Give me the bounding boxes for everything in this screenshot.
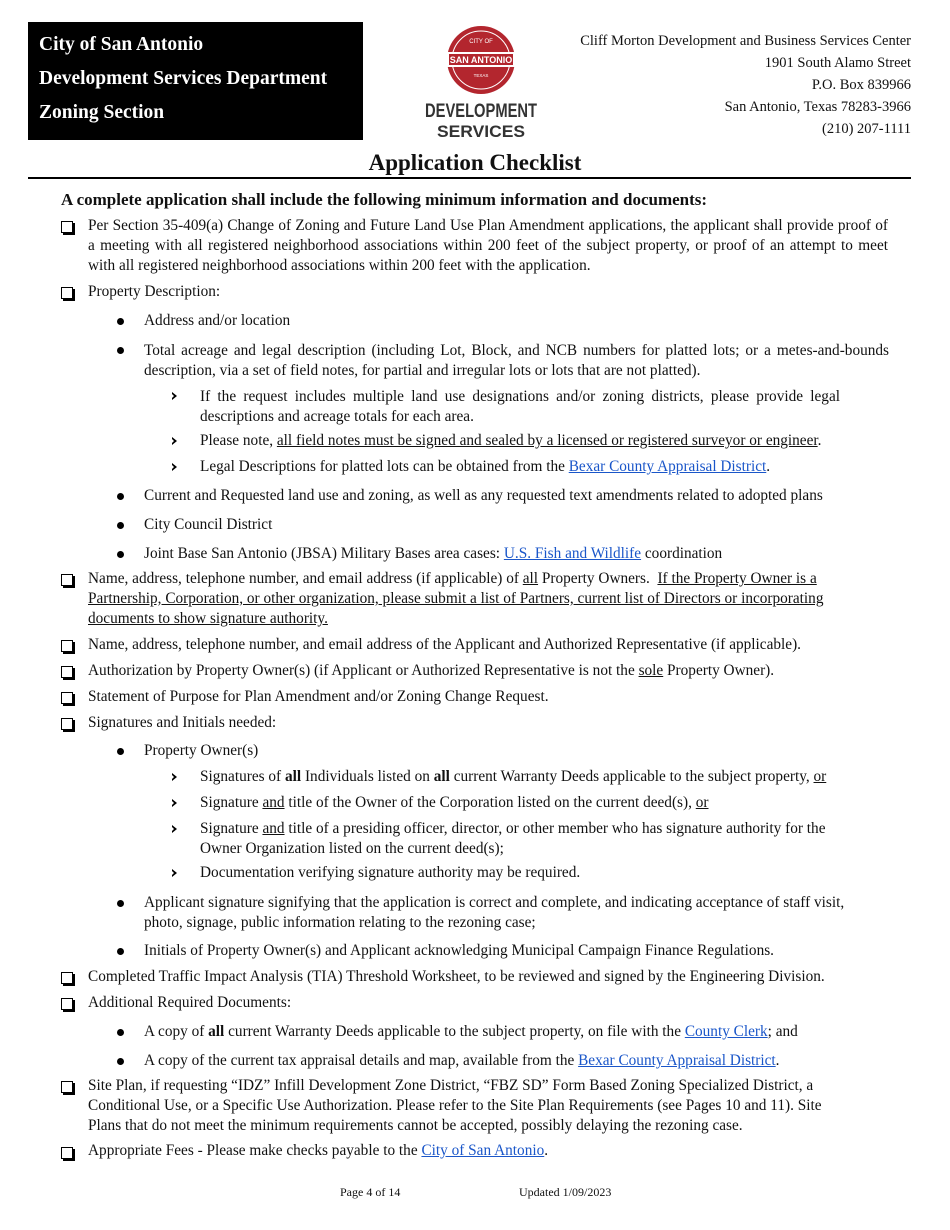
corp-text-a: Signature bbox=[200, 794, 263, 811]
sig-text-e: current Warranty Deeds applicable to the subject property, bbox=[449, 768, 814, 785]
item-applicant-signature-2: photo, signage, public information relating to the rezoning case; bbox=[144, 914, 536, 931]
address-center: Cliff Morton Development and Business Services Center bbox=[580, 33, 911, 49]
header-department: Development Services Department bbox=[39, 68, 328, 89]
bcad-link-2[interactable]: Bexar County Appraisal District bbox=[578, 1052, 776, 1069]
sig-all-bold-2: all bbox=[433, 768, 450, 785]
officer-and: and bbox=[262, 820, 285, 837]
logo-services: SERVICES bbox=[437, 122, 525, 141]
item-multiple-designations: If the request includes multiple land use designations and/or zoning districts, please provide legal descriptions and acreage totals for each area. bbox=[200, 388, 840, 425]
checkbox-icon[interactable] bbox=[61, 692, 73, 704]
item-owners-line1 bbox=[88, 570, 817, 588]
item-site-plan-1: Site Plan, if requesting “IDZ” Infill Development Zone District, “FBZ SD” Form Based Zoning Specialized District, a bbox=[88, 1077, 814, 1094]
corp-or: or bbox=[695, 794, 709, 811]
header-department-box bbox=[28, 22, 363, 140]
item-site-plan-3: Plans that do not meet the minimum requirements cannot be accepted, possibly delaying the rezoning case. bbox=[88, 1117, 743, 1134]
field-notes-underlined: all field notes must be signed and sealed by a licensed or registered surveyor or engineer bbox=[276, 432, 818, 449]
jbsa-prefix: Joint Base San Antonio (JBSA) Military Bases area cases: bbox=[144, 545, 504, 562]
officer-text-b: title of a presiding officer, director, or other member who has signature authority for the bbox=[284, 820, 826, 837]
header-section: Zoning Section bbox=[39, 102, 165, 123]
checkbox-icon[interactable] bbox=[61, 718, 73, 730]
bcad-link[interactable]: Bexar County Appraisal District bbox=[568, 458, 767, 475]
item-statement-purpose: Statement of Purpose for Plan Amendment and/or Zoning Change Request. bbox=[88, 688, 549, 705]
field-notes-suffix: . bbox=[817, 432, 822, 449]
arrow-bullet-icon bbox=[172, 773, 177, 781]
page-title: Application Checklist bbox=[368, 150, 582, 175]
corp-and: and bbox=[262, 794, 285, 811]
bullet-icon bbox=[117, 900, 124, 907]
address-street: 1901 South Alamo Street bbox=[764, 55, 911, 71]
office-address bbox=[580, 30, 911, 140]
item-applicant-signature-1: Applicant signature signifying that the application is correct and complete, and indicating acceptance of staff visit, bbox=[144, 894, 845, 911]
arrow-bullet-icon bbox=[172, 825, 177, 833]
bullet-icon bbox=[117, 1029, 124, 1036]
item-signatures: Signatures and Initials needed: bbox=[88, 714, 277, 731]
deeds-text-d: ; and bbox=[767, 1023, 798, 1040]
logo-texas: TEXAS bbox=[473, 73, 489, 78]
jbsa-suffix: coordination bbox=[641, 545, 723, 562]
auth-prefix: Authorization by Property Owner(s) (if Applicant or Authorized Representative is not the bbox=[88, 662, 639, 679]
corp-text-b: title of the Owner of the Corporation listed on the current deed(s), bbox=[284, 794, 696, 811]
logo-city-of: CITY OF bbox=[469, 39, 493, 45]
item-fees bbox=[88, 1142, 548, 1160]
item-site-plan-2: Conditional Use, or a Specific Use Authorization. Please refer to the Site Plan Requirements (see Pages 10 and 11). Site bbox=[88, 1097, 822, 1114]
bullet-icon bbox=[117, 493, 124, 500]
item-land-use-zoning: Current and Requested land use and zoning, as well as any requested text amendments related to adopted plans bbox=[144, 487, 823, 504]
item-initials: Initials of Property Owner(s) and Applicant acknowledging Municipal Campaign Finance Regulations. bbox=[144, 942, 775, 959]
item-warranty-deeds bbox=[144, 1023, 798, 1041]
item-owners-line3: documents to show signature authority. bbox=[88, 610, 328, 627]
logo-development: DEVELOPMENT bbox=[425, 101, 538, 122]
address-po-box: P.O. Box 839966 bbox=[811, 77, 911, 93]
intro-heading: A complete application shall include the following minimum information and documents: bbox=[61, 190, 708, 209]
page-number: Page 4 of 14 bbox=[340, 1185, 401, 1199]
auth-sole: sole bbox=[638, 662, 664, 679]
auth-suffix: Property Owner). bbox=[663, 662, 775, 679]
fees-suffix: . bbox=[544, 1142, 549, 1159]
checkbox-icon[interactable] bbox=[61, 287, 73, 299]
legal-desc-prefix: Legal Descriptions for platted lots can be obtained from the bbox=[200, 458, 569, 475]
item-sig-officer-line1 bbox=[200, 820, 825, 838]
checkbox-icon[interactable] bbox=[61, 221, 73, 233]
item-tia-worksheet: Completed Traffic Impact Analysis (TIA) Threshold Worksheet, to be reviewed and signed by the Engineering Division. bbox=[88, 968, 825, 985]
sig-all-bold-1: all bbox=[284, 768, 302, 785]
city-sa-link[interactable]: City of San Antonio bbox=[421, 1142, 545, 1159]
item-additional-docs: Additional Required Documents: bbox=[88, 994, 292, 1011]
arrow-bullet-icon bbox=[172, 869, 177, 877]
owners-partnership-a: If the Property Owner is a bbox=[657, 570, 817, 587]
arrow-bullet-icon bbox=[172, 392, 177, 400]
updated-date: Updated 1/09/2023 bbox=[519, 1185, 612, 1199]
sig-text-c: Individuals listed on bbox=[301, 768, 434, 785]
checkbox-icon[interactable] bbox=[61, 640, 73, 652]
item-sig-all-individuals bbox=[200, 768, 826, 786]
tax-text-a: A copy of the current tax appraisal details and map, available from the bbox=[144, 1052, 579, 1069]
item-neighborhood-meeting: Per Section 35-409(a) Change of Zoning and Future Land Use Plan Amendment applications, the applicant shall provide proof of a meeting with all registered neighborhood associations within 200 feet of the subject property, or proof of an attempt to meet with all registered neighborhood associations within 200 feet with the application. bbox=[88, 217, 888, 274]
fees-prefix: Appropriate Fees - Please make checks payable to the bbox=[88, 1142, 422, 1159]
owners-all: all bbox=[522, 570, 539, 587]
item-property-owners: Property Owner(s) bbox=[144, 742, 259, 759]
logo-san-antonio: SAN ANTONIO bbox=[449, 55, 513, 65]
item-address-location: Address and/or location bbox=[144, 312, 291, 329]
item-acreage-legal: Total acreage and legal description (including Lot, Block, and NCB numbers for platted lots; or a metes-and-bounds description, via a set of field notes, for partial and irregular lots or lots that are not platted). bbox=[144, 342, 889, 379]
owners-prefix: Name, address, telephone number, and email address (if applicable) of bbox=[88, 570, 523, 587]
item-applicant-contact: Name, address, telephone number, and email address of the Applicant and Authorized Representative (if applicable). bbox=[88, 636, 801, 653]
item-council-district: City Council District bbox=[144, 516, 273, 533]
sig-text-a: Signatures of bbox=[200, 768, 285, 785]
bullet-icon bbox=[117, 1058, 124, 1065]
deeds-all: all bbox=[208, 1023, 225, 1040]
item-property-description: Property Description: bbox=[88, 283, 221, 300]
deeds-text-c: current Warranty Deeds applicable to the subject property, on file with the bbox=[224, 1023, 685, 1040]
bullet-icon bbox=[117, 551, 124, 558]
field-notes-prefix: Please note, bbox=[200, 432, 277, 449]
tax-text-b: . bbox=[775, 1052, 780, 1069]
county-clerk-link[interactable]: County Clerk bbox=[684, 1023, 768, 1040]
item-field-notes bbox=[200, 432, 821, 450]
sig-or: or bbox=[813, 768, 827, 785]
item-tax-appraisal bbox=[144, 1052, 780, 1070]
bullet-icon bbox=[117, 522, 124, 529]
item-sig-corporation bbox=[200, 794, 709, 812]
title-rule bbox=[28, 177, 911, 179]
bullet-icon bbox=[117, 748, 124, 755]
item-owners-line2: Partnership, Corporation, or other organization, please submit a list of Partners, current list of Directors or incorporating bbox=[88, 590, 824, 607]
checkbox-icon[interactable] bbox=[61, 998, 73, 1010]
address-phone: (210) 207-1111 bbox=[822, 121, 911, 137]
item-legal-descriptions bbox=[200, 458, 770, 476]
owners-mid: Property Owners. bbox=[538, 570, 658, 587]
arrow-bullet-icon bbox=[172, 799, 177, 807]
bullet-icon bbox=[117, 948, 124, 955]
legal-desc-suffix: . bbox=[766, 458, 771, 475]
checkbox-icon[interactable] bbox=[61, 972, 73, 984]
header-city: City of San Antonio bbox=[39, 34, 204, 55]
deeds-text-a: A copy of bbox=[144, 1023, 209, 1040]
item-jbsa bbox=[144, 545, 722, 563]
arrow-bullet-icon bbox=[172, 463, 177, 471]
item-documentation: Documentation verifying signature authority may be required. bbox=[200, 864, 581, 881]
checkbox-icon[interactable] bbox=[61, 666, 73, 678]
development-services-logo bbox=[418, 22, 543, 140]
checkbox-icon[interactable] bbox=[61, 1147, 73, 1159]
checkbox-icon[interactable] bbox=[61, 1081, 73, 1093]
fish-wildlife-link[interactable]: U.S. Fish and Wildlife bbox=[503, 545, 642, 562]
item-sig-officer-line2: Owner Organization listed on the current deed(s); bbox=[200, 840, 504, 857]
officer-text-a: Signature bbox=[200, 820, 263, 837]
arrow-bullet-icon bbox=[172, 437, 177, 445]
address-city: San Antonio, Texas 78283-3966 bbox=[724, 99, 911, 115]
checkbox-icon[interactable] bbox=[61, 574, 73, 586]
item-authorization bbox=[88, 662, 774, 680]
bullet-icon bbox=[117, 347, 124, 354]
bullet-icon bbox=[117, 318, 124, 325]
